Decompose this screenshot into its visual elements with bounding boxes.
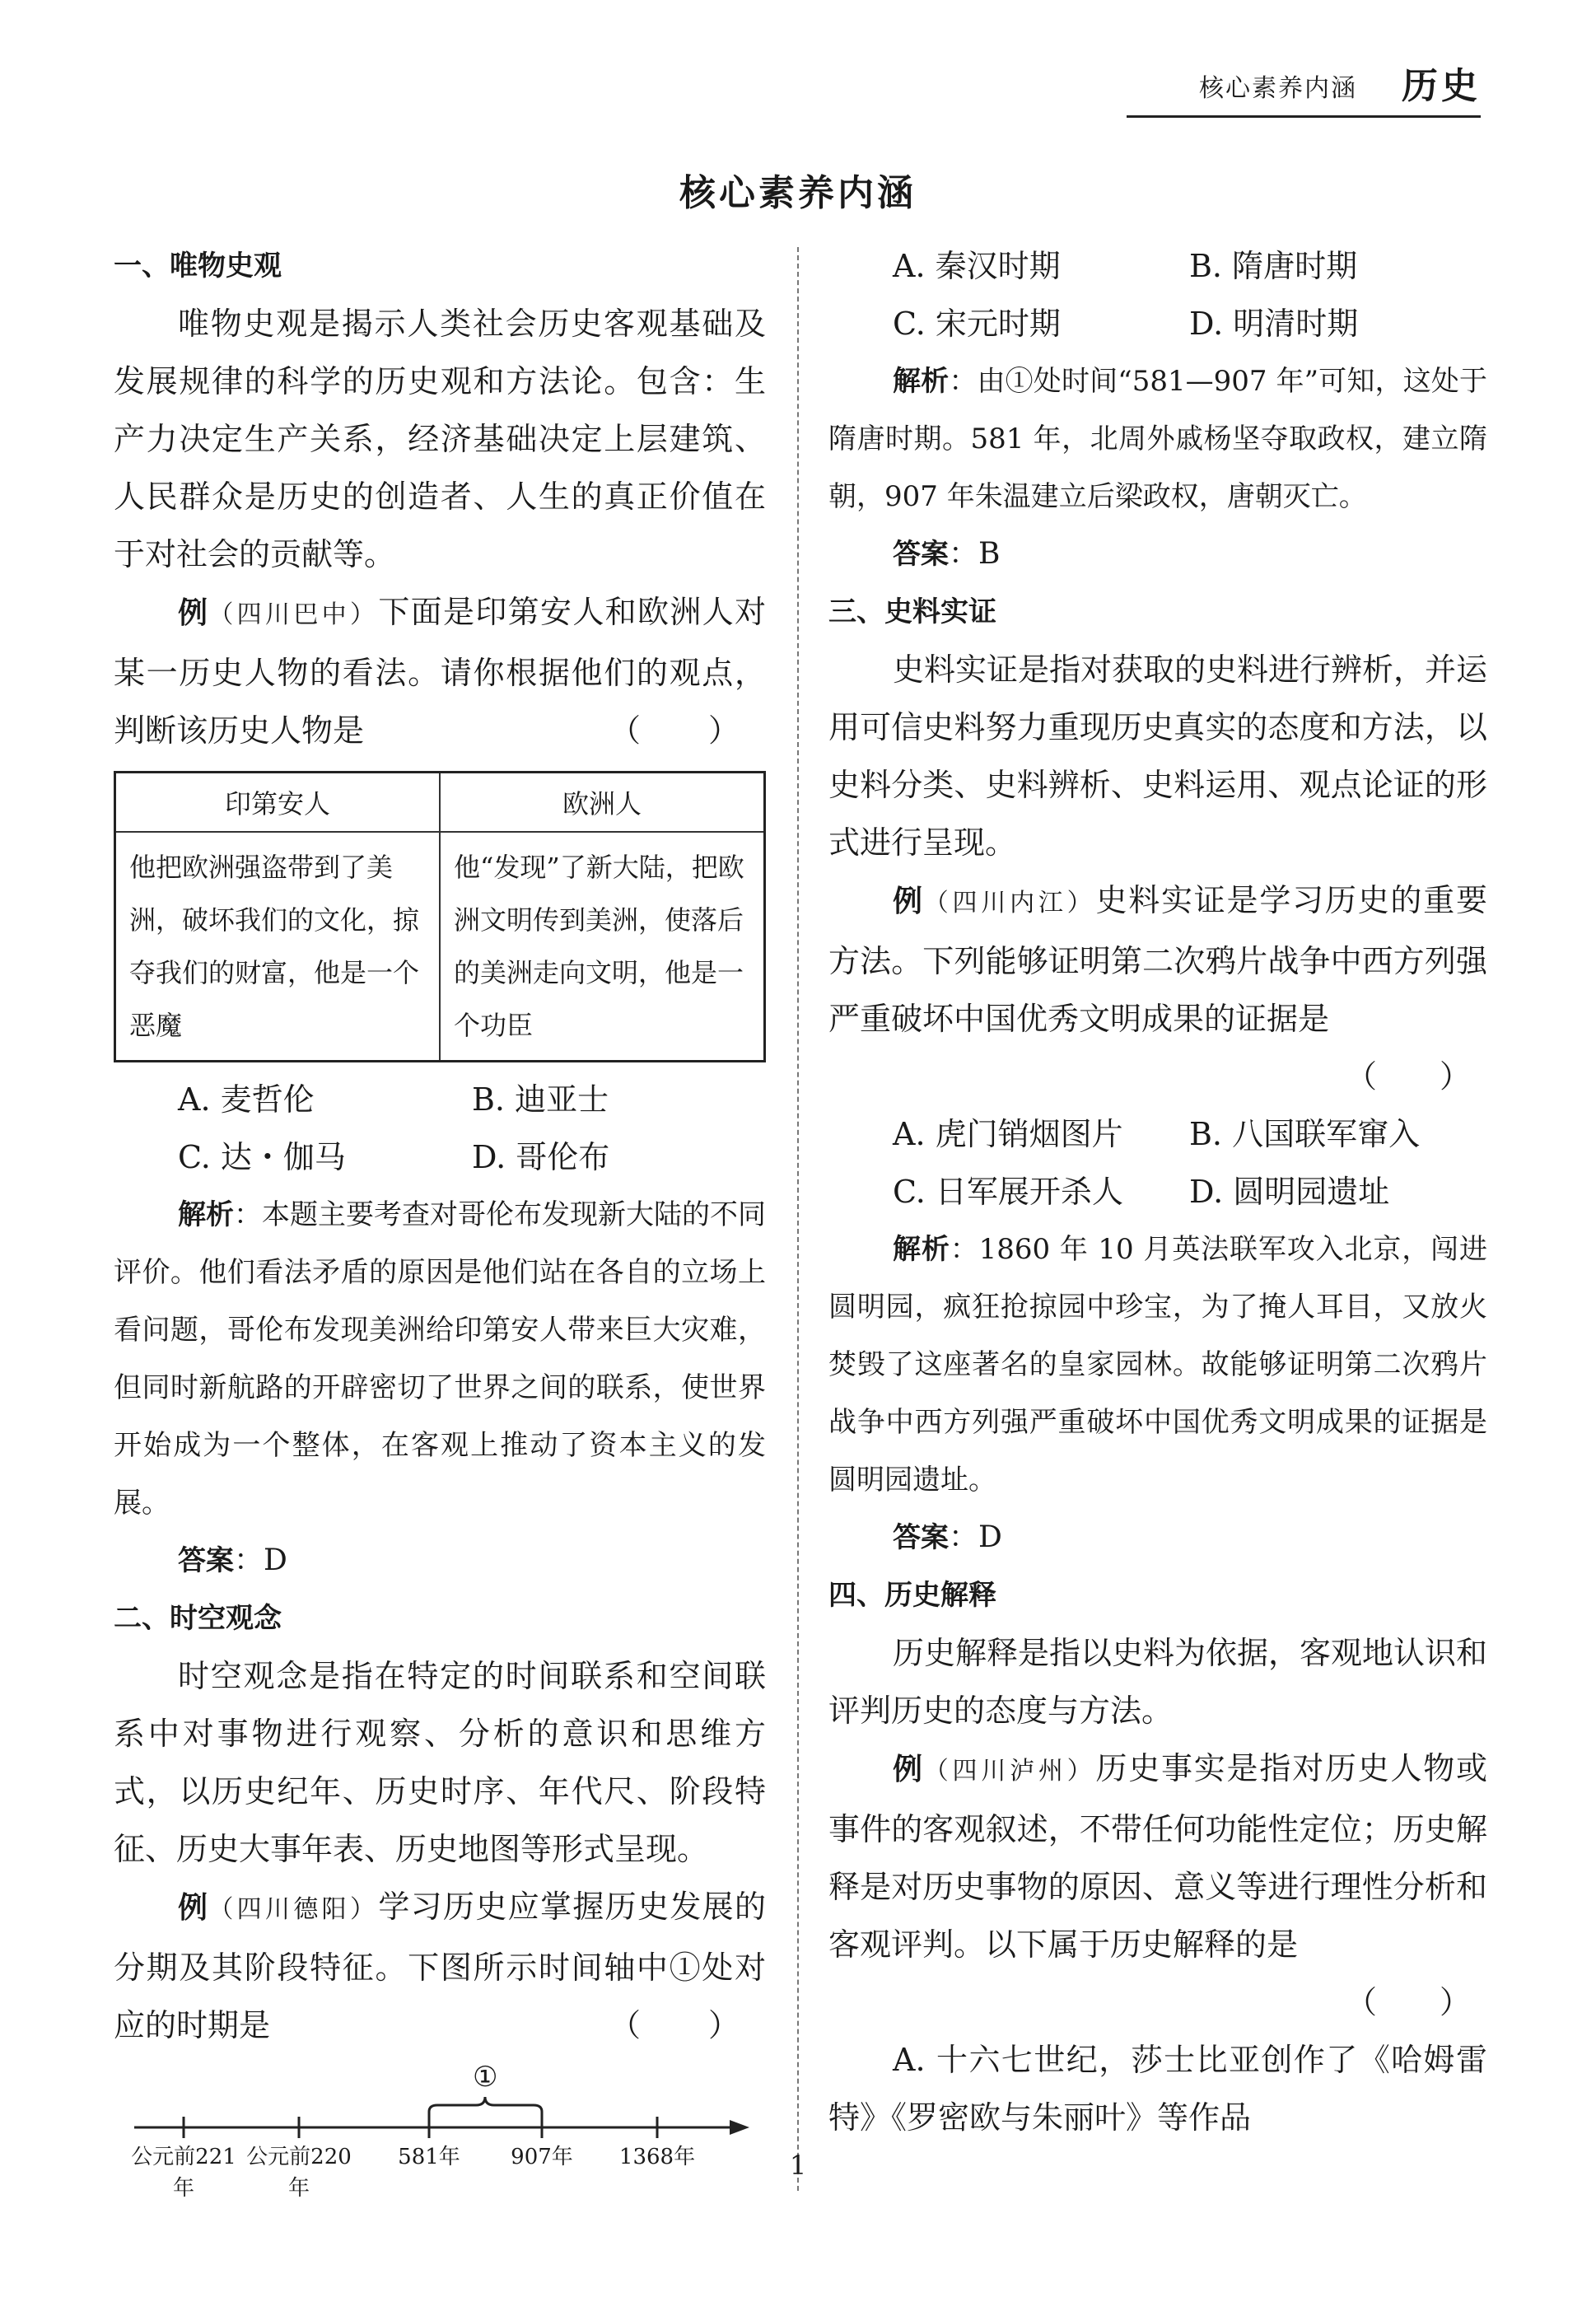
page-number: 1 bbox=[789, 2150, 807, 2181]
option-a: A. 秦汉时期 bbox=[893, 248, 1061, 284]
section-heading-2: 二、时空观念 bbox=[114, 1602, 282, 1635]
page-header bbox=[1127, 49, 1481, 118]
analysis-label: 解析 bbox=[893, 1233, 950, 1266]
option-a: A. 麦哲伦 bbox=[178, 1081, 315, 1118]
section-heading-3: 三、史料实证 bbox=[828, 595, 996, 628]
example-3-options bbox=[828, 1105, 1487, 1221]
option-d: D. 哥伦布 bbox=[472, 1139, 610, 1175]
example-label: 例 bbox=[893, 885, 924, 918]
example-3-question bbox=[828, 871, 1487, 1048]
timeline-label: 公元前221年 bbox=[131, 2145, 236, 2201]
example-2-analysis bbox=[828, 353, 1487, 525]
table-cell-european: 他“发现”了新大陆，把欧洲文明传到美洲，使落后的美洲走向文明，他是一个功臣 bbox=[440, 832, 765, 1062]
example-2-answer bbox=[828, 525, 1487, 583]
option-b: B. 八国联军窜入 bbox=[1189, 1116, 1421, 1152]
example-4-question bbox=[828, 1739, 1487, 1973]
table-header-indian: 印第安人 bbox=[115, 773, 441, 833]
answer-paren: （ ） bbox=[609, 712, 741, 749]
answer-paren: （ ） bbox=[1345, 1058, 1471, 1095]
section-body-3: 史料实证是指对获取的史料进行辨析，并运用可信史料努力重现历史真实的态度和方法，以史料分类、史料辨析、史料运用、观点论证的形式进行呈现。 bbox=[828, 651, 1488, 861]
example-source: （四川内江） bbox=[923, 889, 1096, 918]
question-text: 学习历史应掌握历史发展的分期及其阶段特征。下图所示时间轴中①处对应的时期是 bbox=[114, 1889, 766, 2043]
option-c: C. 达・伽马 bbox=[178, 1139, 346, 1175]
example-1-answer bbox=[114, 1532, 766, 1590]
example-3-answer bbox=[828, 1509, 1487, 1567]
section-heading-1: 一、唯物史观 bbox=[114, 250, 282, 282]
answer-value: ：D bbox=[234, 1543, 287, 1577]
analysis-text: ：由①处时间“581—907 年”可知，这处于隋唐时期。581 年，北周外戚杨坚夺取政权，建立隋朝，907 年朱温建立后梁政权，唐朝灭亡。 bbox=[828, 365, 1487, 513]
header-subject: 历史 bbox=[1402, 65, 1481, 107]
header-subtitle: 核心素养内涵 bbox=[1199, 74, 1357, 103]
example-source: （四川巴中） bbox=[208, 600, 379, 629]
answer-paren: （ ） bbox=[609, 2007, 741, 2043]
option-d: D. 明清时期 bbox=[1189, 306, 1359, 342]
timeline-label: 公元前220年 bbox=[246, 2145, 352, 2201]
section-body-2: 时空观念是指在特定的时间联系和空间联系中对事物进行观察、分析的意识和思维方式，以历史纪年、历史时序、年代尺、阶段特征、历史大事年表、历史地图等形式呈现。 bbox=[114, 1658, 766, 1867]
answer-value: ：B bbox=[949, 537, 1001, 571]
answer-label: 答案 bbox=[893, 538, 949, 571]
question-text: 史料实证是学习历史的重要方法。下列能够证明第二次鸦片战争中西方列强严重破坏中国优秀文明成果的证据是 bbox=[828, 882, 1487, 1037]
answer-paren: （ ） bbox=[1345, 1984, 1471, 2020]
timeline-label: 581年 bbox=[398, 2145, 460, 2169]
section-heading-4: 四、历史解释 bbox=[828, 1579, 996, 1612]
section-body-4: 历史解释是指以史料为依据，客观地认识和评判历史的态度与方法。 bbox=[828, 1635, 1488, 1729]
option-c: C. 宋元时期 bbox=[893, 306, 1061, 342]
right-column bbox=[828, 237, 1487, 2146]
example-1-options bbox=[114, 1071, 766, 1186]
option-a: A. 虎门销烟图片 bbox=[893, 1116, 1123, 1152]
answer-label: 答案 bbox=[178, 1544, 234, 1577]
analysis-label: 解析 bbox=[178, 1198, 234, 1231]
table-cell-indian: 他把欧洲强盗带到了美洲，破坏我们的文化，掠夺我们的财富，他是一个恶魔 bbox=[115, 832, 441, 1062]
example-source: （四川泸州） bbox=[923, 1757, 1096, 1786]
example-label: 例 bbox=[893, 1753, 924, 1786]
option-c: C. 日军展开杀人 bbox=[893, 1174, 1123, 1210]
example-3-analysis bbox=[828, 1221, 1487, 1509]
question-text: 下面是印第安人和欧洲人对某一历史人物的看法。请你根据他们的观点，判断该历史人物是 bbox=[114, 594, 766, 749]
option-b: B. 迪亚士 bbox=[472, 1081, 609, 1118]
analysis-text: ：本题主要考查对哥伦布发现新大陆的不同评价。他们看法矛盾的原因是他们站在各自的立场上看问题，哥伦布发现美洲给印第安人带来巨大灾难，但同时新航路的开辟密切了世界之间的联系，使世界开始成为一个整体，在客观上推动了资本主义的发展。 bbox=[114, 1198, 766, 1520]
table-header-european: 欧洲人 bbox=[440, 773, 765, 833]
timeline-marker: ① bbox=[473, 2061, 498, 2094]
example-source: （四川德阳） bbox=[208, 1895, 379, 1924]
timeline-axis bbox=[114, 2066, 766, 2148]
answer-label: 答案 bbox=[893, 1521, 949, 1554]
example-label: 例 bbox=[178, 1891, 209, 1925]
analysis-label: 解析 bbox=[893, 365, 950, 398]
views-table bbox=[114, 771, 766, 1062]
timeline-label: 1368年 bbox=[618, 2145, 696, 2169]
option-b: B. 隋唐时期 bbox=[1189, 248, 1358, 284]
section-body-1: 唯物史观是揭示人类社会历史客观基础及发展规律的科学的历史观和方法论。包含：生产力决定生产关系，经济基础决定上层建筑、人民群众是历史的创造者、人生的真正价值在于对社会的贡献等。 bbox=[114, 306, 766, 572]
option-d: D. 圆明园遗址 bbox=[1189, 1174, 1390, 1210]
question-text: 历史事实是指对历史人物或事件的客观叙述，不带任何功能性定位；历史解释是对历史事物的原因、意义等进行理性分析和客观评判。以下属于历史解释的是 bbox=[828, 1750, 1487, 1963]
example-4-option-a: A. 十六七世纪，莎士比亚创作了《哈姆雷特》《罗密欧与朱丽叶》等作品 bbox=[828, 2042, 1487, 2136]
example-1-analysis bbox=[114, 1186, 766, 1532]
column-divider bbox=[797, 247, 799, 2191]
analysis-text: ：1860 年 10 月英法联军攻入北京，闯进圆明园，疯狂抢掠园中珍宝，为了掩人耳目，又放火焚毁了这座著名的皇家园林。故能够证明第二次鸦片战争中西方列强严重破坏中国优秀文明成果的证据是圆明园遗址。 bbox=[828, 1233, 1488, 1497]
example-1-question bbox=[114, 583, 766, 759]
example-label: 例 bbox=[178, 596, 209, 630]
answer-value: ：D bbox=[949, 1520, 1002, 1554]
example-2-options bbox=[828, 237, 1487, 353]
page-title: 核心素养内涵 bbox=[679, 172, 917, 214]
example-2-question bbox=[114, 1878, 766, 2054]
timeline-label: 907年 bbox=[511, 2145, 573, 2169]
left-column bbox=[114, 237, 766, 2247]
